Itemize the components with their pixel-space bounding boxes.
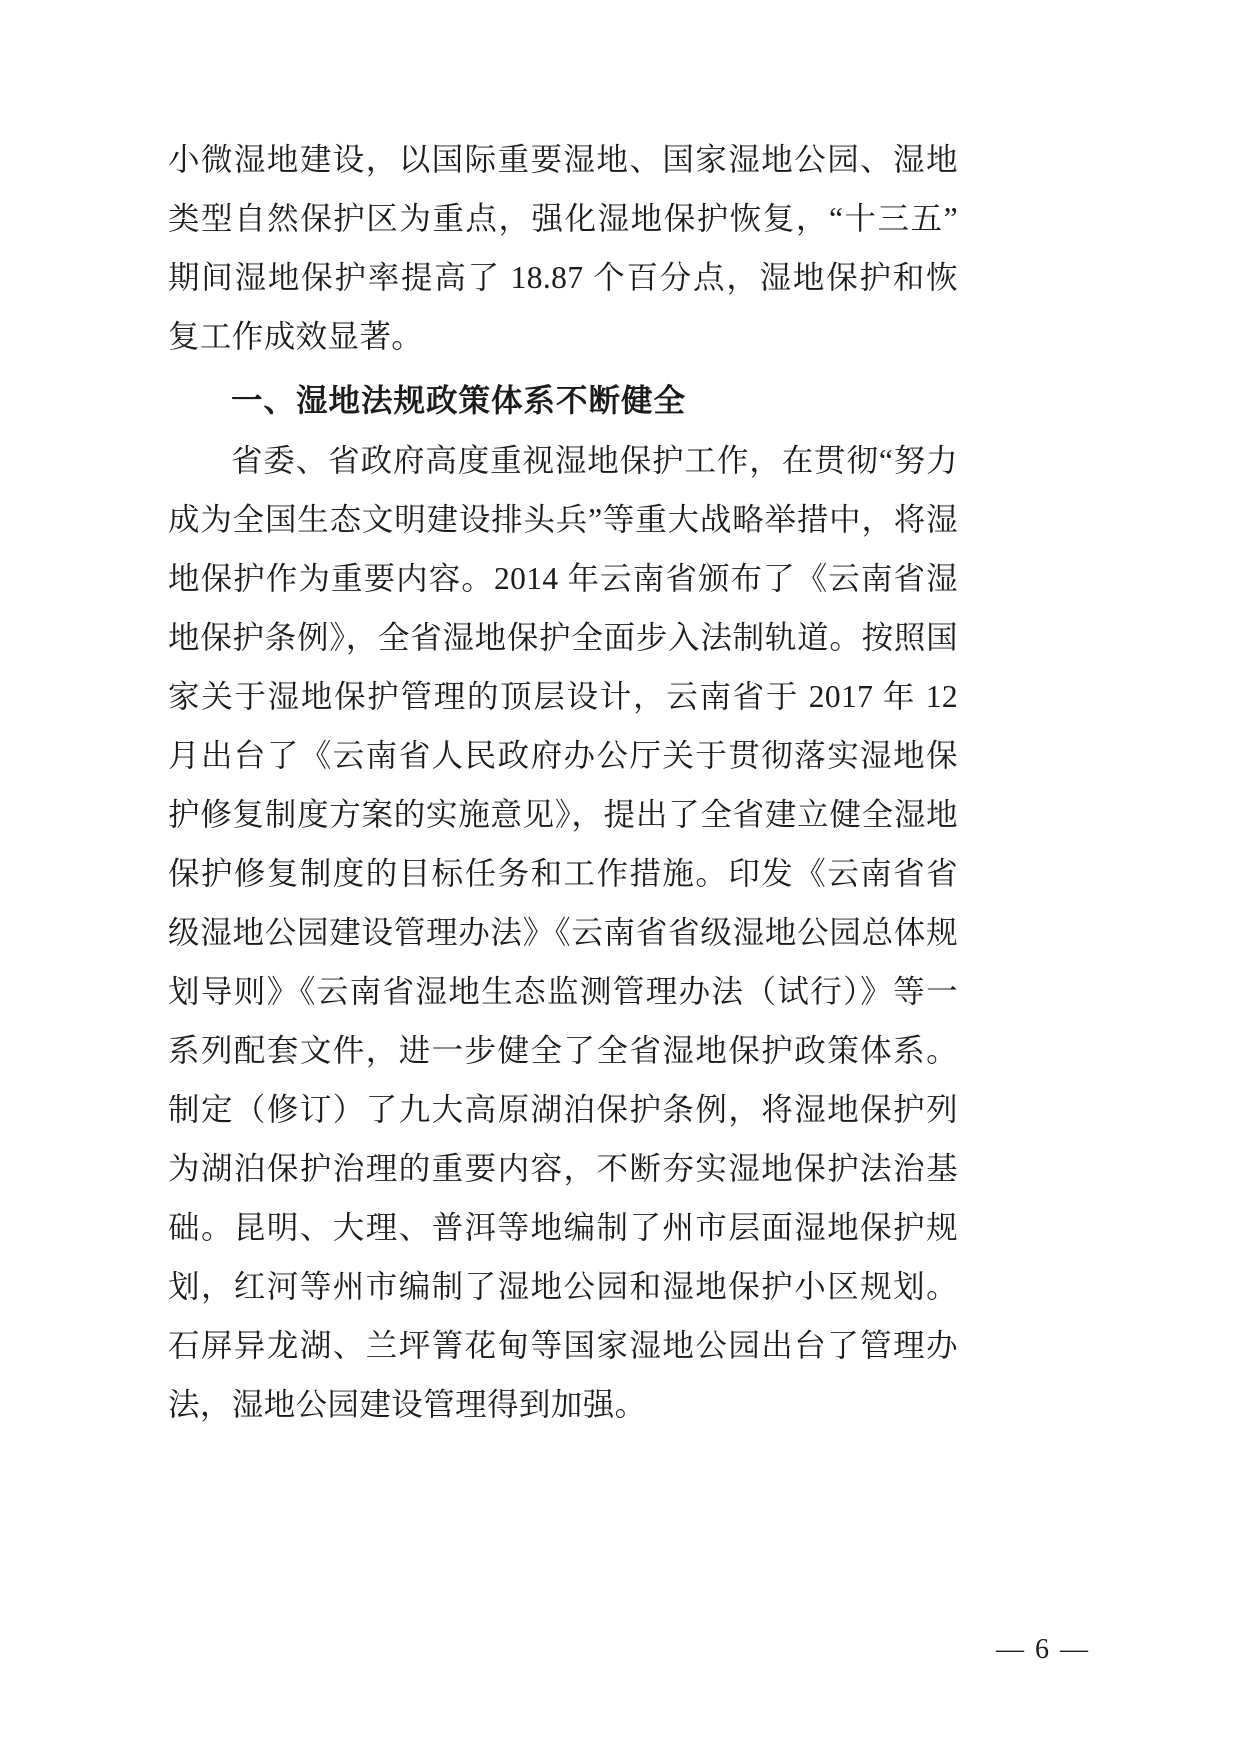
page-number: — 6 —: [996, 1634, 1090, 1665]
document-body: [168, 130, 958, 1434]
paragraph-intro: 小微湿地建设，以国际重要湿地、国家湿地公园、湿地类型自然保护区为重点，强化湿地保护恢复，“十三五”期间湿地保护率提高了 18.87 个百分点，湿地保护和恢复工作成效显著。: [168, 142, 958, 354]
paragraph-policy-system: 省委、省政府高度重视湿地保护工作，在贯彻“努力成为全国生态文明建设排头兵”等重大战略举措中，将湿地保护作为重要内容。2014 年云南省颁布了《云南省湿地保护条例》，全省湿地保护全面步入法制轨道。按照国家关于湿地保护管理的顶层设计，云南省于 2017 年 12 月出台了《云南省人民政府办公厅关于贯彻落实湿地保护修复制度方案的实施意见》，提出了全省建立健全湿地保护修复制度的目标任务和工作措施。印发《云南省省级湿地公园建设管理办法》《云南省省级湿地公园总体规划导则》《云南省湿地生态监测管理办法（试行）》等一系列配套文件，进一步健全了全省湿地保护政策体系。制定（修订）了九大高原湖泊保护条例，将湿地保护列为湖泊保护治理的重要内容，不断夯实湿地保护法治基础。昆明、大理、普洱等地编制了州市层面湿地保护规划，红河等州市编制了湿地公园和湿地保护小区规划。石屏异龙湖、兰坪箐花甸等国家湿地公园出台了管理办法，湿地公园建设管理得到加强。: [168, 443, 958, 1422]
section-heading-one: 一、湿地法规政策体系不断健全: [231, 383, 687, 419]
